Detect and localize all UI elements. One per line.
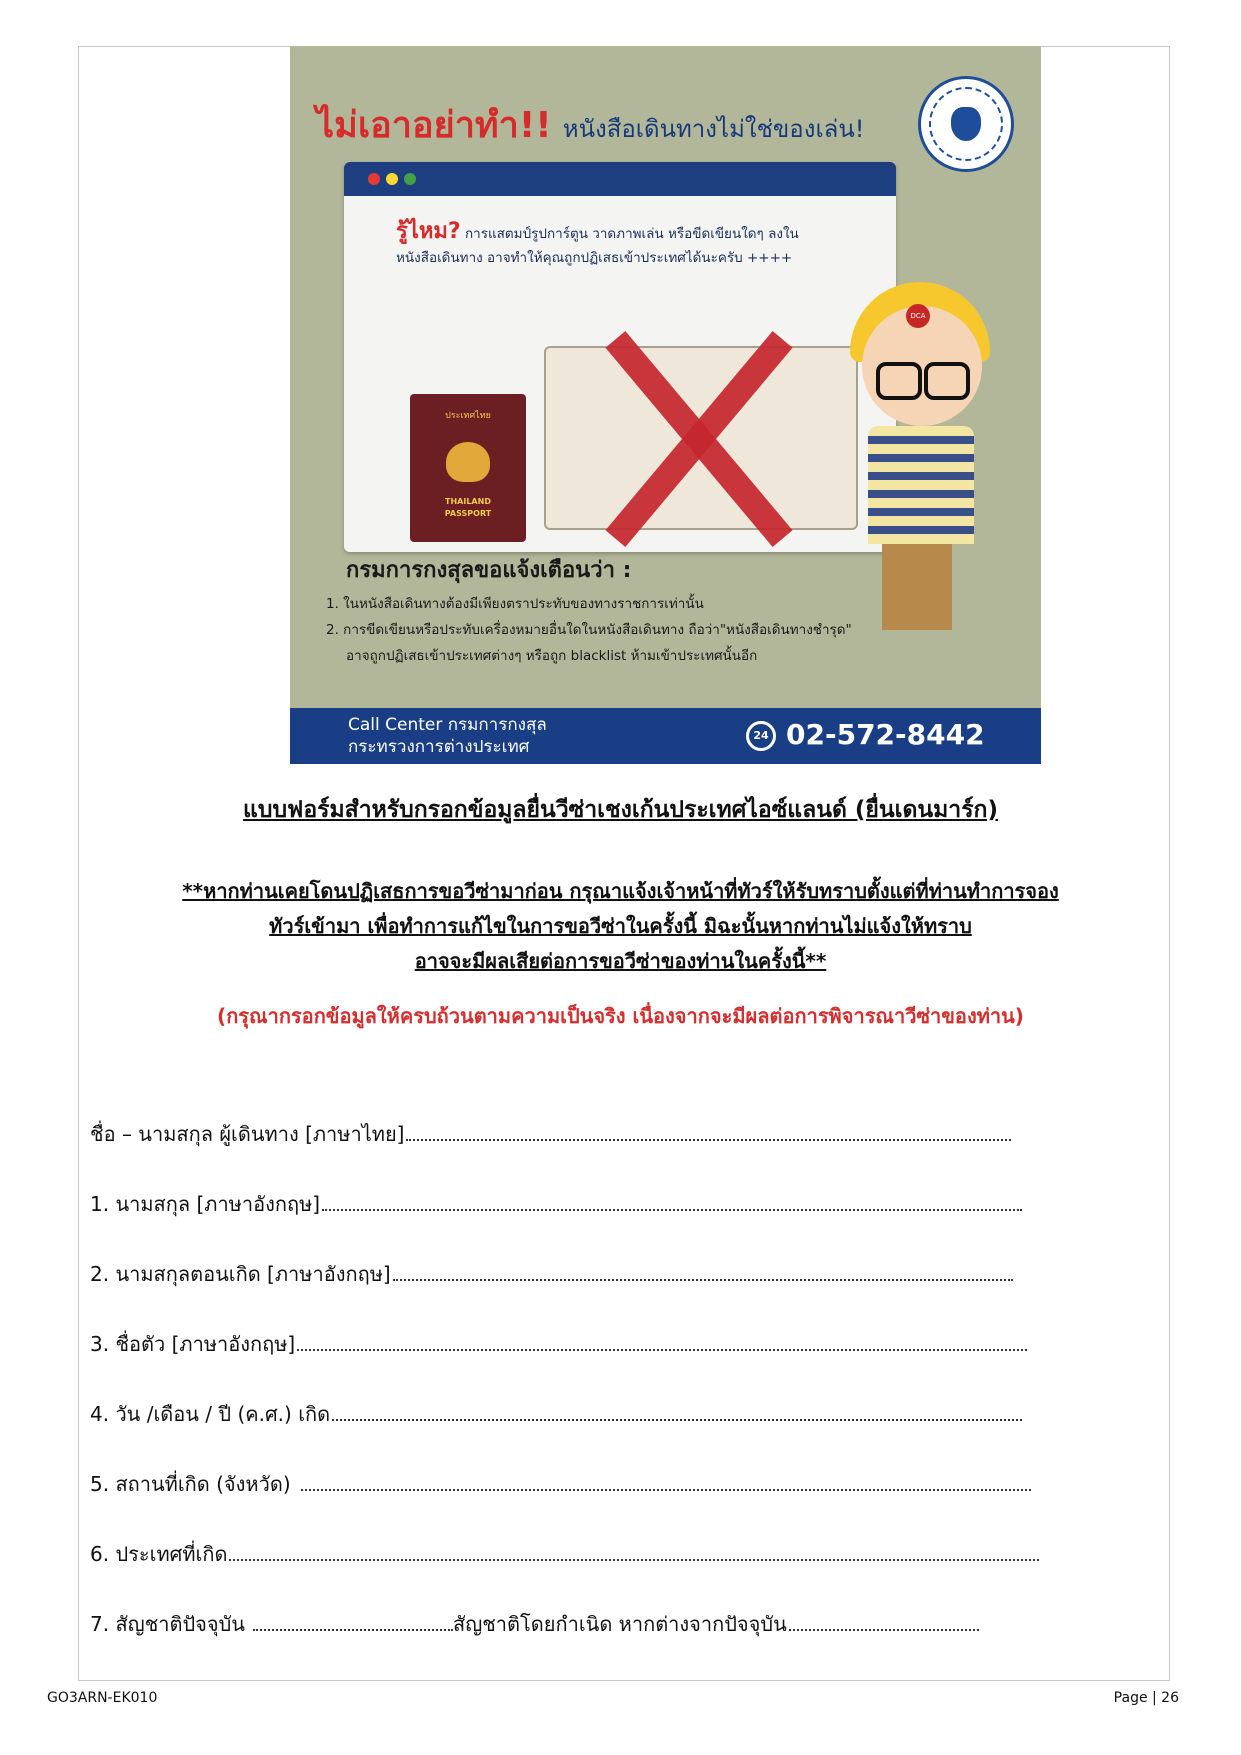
consular-warning-poster (290, 46, 1041, 764)
warning-line-3: อาจจะมีผลเสียต่อการขอวีซ่าของท่านในครั้งนี้** (414, 949, 827, 973)
browser-window-illustration (344, 162, 896, 552)
instruction-note: (กรุณากรอกข้อมูลให้ครบถ้วนตามความเป็นจริง เนื่องจากจะมีผลต่อการพิจารณาวีซ่าของท่าน) (217, 1004, 1024, 1028)
field-nationality-label: 7. สัญชาติปัจจุบัน (90, 1612, 245, 1636)
did-you-know-label: รู้ไหม? (396, 219, 461, 244)
field-first-name (90, 1328, 1027, 1360)
field-birth-place-label: 5. สถานที่เกิด (จังหวัด) (90, 1472, 291, 1496)
notice-item-1: 1. ในหนังสือเดินทางต้องมีเพียงตราประทับของทางราชการเท่านั้น (326, 596, 704, 612)
did-you-know-line2: หนังสือเดินทาง อาจทำให้คุณถูกปฏิเสธเข้าประเทศได้นะครับ ++++ (396, 250, 793, 266)
garuda-emblem-icon (446, 442, 490, 482)
warning-line-1: **หากท่านเคยโดนปฏิเสธการขอวีซ่ามาก่อน กรุณาแจ้งเจ้าหน้าที่ทัวร์ให้รับทราบตั้งแต่ที่ท่านทำการจอง (182, 879, 1059, 903)
field-name-thai (90, 1118, 1011, 1150)
phone-24h-icon: 24 (746, 721, 776, 751)
field-name-thai-blank[interactable] (406, 1123, 1011, 1141)
field-nationality (90, 1608, 979, 1640)
page-number: Page | 26 (1113, 1690, 1179, 1706)
field-first-name-blank[interactable] (297, 1333, 1027, 1351)
mascot-glasses-left (876, 362, 922, 400)
field-surname (90, 1188, 1022, 1220)
field-birth-date-label: 4. วัน /เดือน / ปี (ค.ศ.) เกิด (90, 1402, 331, 1426)
did-you-know-text (396, 220, 799, 270)
thai-passport-icon (410, 394, 526, 542)
poster-footer (290, 708, 1041, 764)
browser-body (344, 196, 896, 552)
field-first-name-label: 3. ชื่อตัว [ภาษาอังกฤษ] (90, 1332, 296, 1356)
field-name-thai-label: ชื่อ – นามสกุล ผู้เดินทาง [ภาษาไทย] (90, 1122, 405, 1146)
call-center-line2: กระทรวงการต่างประเทศ (348, 737, 530, 757)
ministry-seal-icon (918, 76, 1014, 172)
field-birth-date-blank[interactable] (332, 1403, 1022, 1421)
document-code: GO3ARN-EK010 (47, 1690, 158, 1706)
field-birth-surname-blank[interactable] (393, 1263, 1013, 1281)
phone-number-text: 02-572-8442 (786, 718, 985, 751)
field-birth-date (90, 1398, 1022, 1430)
hat-badge (906, 304, 930, 328)
browser-titlebar (344, 162, 896, 196)
mascot-body (868, 426, 974, 544)
did-you-know-line1: การแสตมป์รูปการ์ตูน วาดภาพเล่น หรือขีดเขียนใดๆ ลงใน (464, 226, 799, 242)
hat-badge-text: DCA (910, 312, 926, 320)
mascot-glasses-right (924, 362, 970, 400)
phone-number (746, 718, 985, 751)
window-dot-yellow-icon (386, 173, 398, 185)
poster-headline-subtitle: หนังสือเดินทางไม่ใช่ของเล่น! (562, 115, 865, 143)
field-birth-country (90, 1538, 1039, 1570)
mascot-legs (882, 544, 952, 630)
field-surname-label: 1. นามสกุล [ภาษาอังกฤษ] (90, 1192, 321, 1216)
passport-label-line2: PASSPORT (444, 509, 492, 518)
passport-label (410, 496, 526, 520)
notice-item-2: 2. การขีดเขียนหรือประทับเครื่องหมายอื่นใดในหนังสือเดินทาง ถือว่า"หนังสือเดินทางชำรุด" (326, 622, 852, 638)
passport-country-label: ประเทศไทย (445, 411, 491, 421)
form-title: แบบฟอร์มสำหรับกรอกข้อมูลยื่นวีซ่าเชงเก้นประเทศไอซ์แลนด์ (ยื่นเดนมาร์ก) (243, 797, 998, 823)
field-birth-place-blank[interactable] (301, 1473, 1031, 1491)
field-birth-nationality-blank[interactable] (789, 1613, 979, 1631)
field-birth-place (90, 1468, 1031, 1500)
warning-line-2: ทัวร์เข้ามา เพื่อทำการแก้ไขในการขอวีซ่าในครั้งนี้ มิฉะนั้นหากท่านไม่แจ้งให้ทราบ (269, 914, 972, 938)
notice-item-2-cont: อาจถูกปฏิเสธเข้าประเทศต่างๆ หรือถูก blacklist ห้ามเข้าประเทศนั้นอีก (346, 648, 758, 664)
field-birth-nationality-label: สัญชาติโดยกำเนิด หากต่างจากปัจจุบัน (452, 1612, 787, 1636)
window-dot-red-icon (368, 173, 380, 185)
call-center-line1: Call Center กรมการกงสุล (348, 715, 547, 735)
field-birth-surname (90, 1258, 1013, 1290)
field-nationality-blank[interactable] (253, 1613, 453, 1631)
call-center-label (348, 714, 547, 758)
window-dot-green-icon (404, 173, 416, 185)
notice-title: กรมการกงสุลขอแจ้งเตือนว่า : (346, 558, 632, 583)
poster-headline-warning: ไม่เอาอย่าทำ!! (316, 105, 552, 146)
passport-label-line1: THAILAND (445, 497, 491, 506)
field-birth-country-label: 6. ประเทศที่เกิด (90, 1542, 228, 1566)
field-surname-blank[interactable] (322, 1193, 1022, 1211)
field-birth-country-blank[interactable] (229, 1543, 1039, 1561)
poster-headline (316, 96, 864, 153)
field-birth-surname-label: 2. นามสกุลตอนเกิด [ภาษาอังกฤษ] (90, 1262, 391, 1286)
